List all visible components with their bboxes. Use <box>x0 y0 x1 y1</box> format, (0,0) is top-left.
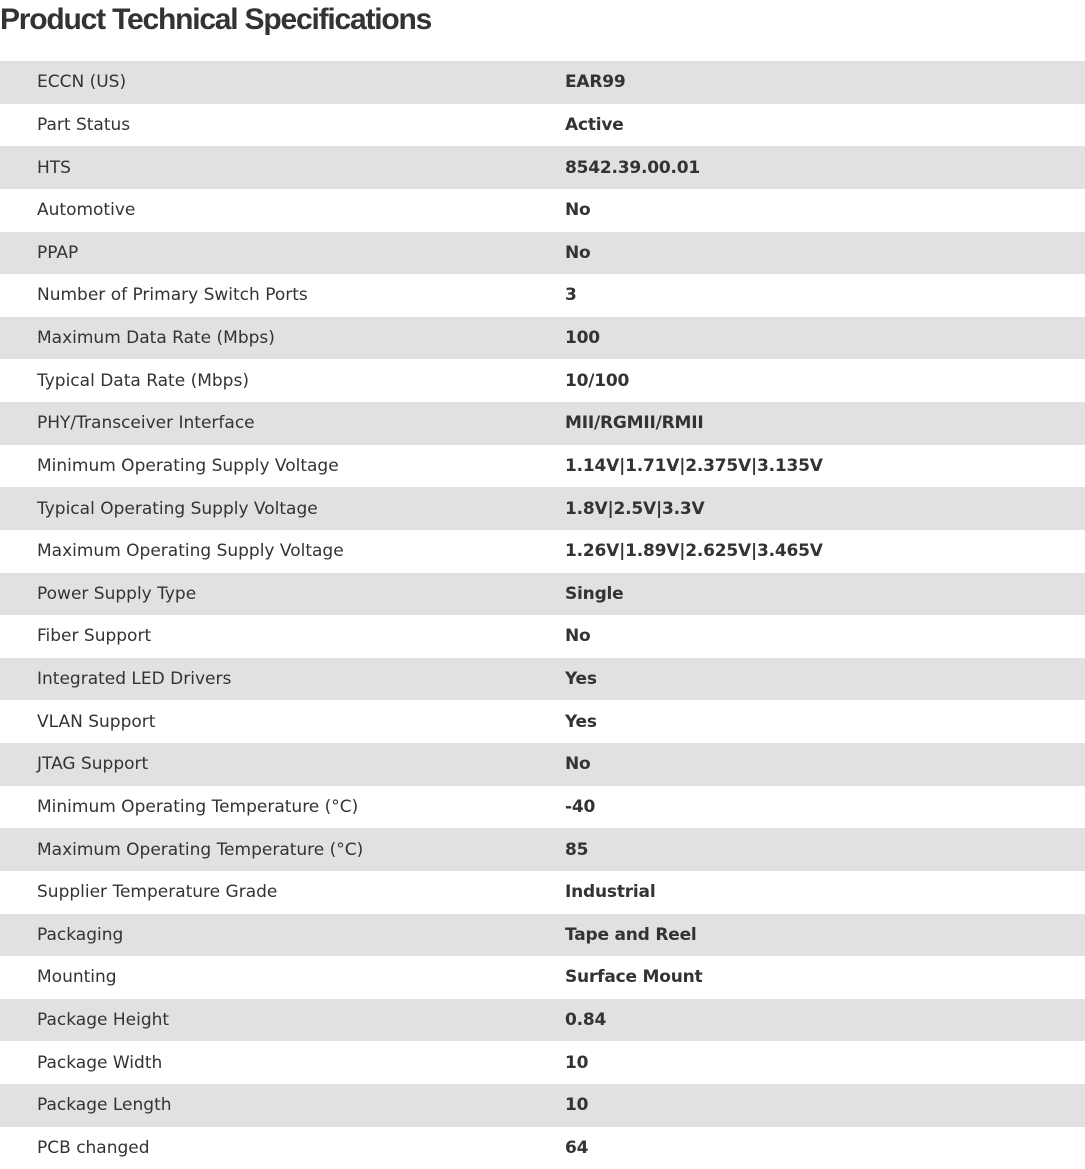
spec-label: ECCN (US) <box>37 72 127 93</box>
spec-label: PHY/Transceiver Interface <box>37 413 255 434</box>
spec-row <box>0 1041 1085 1084</box>
spec-label: Maximum Data Rate (Mbps) <box>37 328 275 349</box>
spec-row <box>0 402 1085 445</box>
spec-value: MII/RGMII/RMII <box>565 413 704 434</box>
spec-table-body <box>0 61 1085 1169</box>
spec-value: 10/100 <box>565 370 630 391</box>
spec-row <box>0 615 1085 658</box>
spec-value: 0.84 <box>565 1010 607 1031</box>
spec-row <box>0 274 1085 317</box>
spec-label: Power Supply Type <box>37 583 197 604</box>
spec-label: Package Height <box>37 1010 170 1031</box>
spec-row <box>0 1084 1085 1127</box>
spec-label: Maximum Operating Temperature (°C) <box>37 839 364 860</box>
spec-label: Package Length <box>37 1095 172 1116</box>
spec-row <box>0 573 1085 616</box>
spec-label: Packaging <box>37 924 124 945</box>
spec-value: Yes <box>565 711 597 732</box>
spec-label: Fiber Support <box>37 626 152 647</box>
spec-row <box>0 658 1085 701</box>
spec-row <box>0 828 1085 871</box>
spec-row <box>0 359 1085 402</box>
spec-label: Minimum Operating Supply Voltage <box>37 455 339 476</box>
spec-row <box>0 914 1085 957</box>
spec-row <box>0 487 1085 530</box>
spec-value: No <box>565 626 591 647</box>
spec-value: -40 <box>565 796 596 817</box>
spec-value: 1.14V|1.71V|2.375V|3.135V <box>565 455 823 476</box>
spec-value: 10 <box>565 1095 589 1116</box>
spec-label: Automotive <box>37 200 136 221</box>
spec-value: Single <box>565 583 624 604</box>
spec-label: VLAN Support <box>37 711 156 732</box>
spec-row <box>0 999 1085 1042</box>
spec-value: Active <box>565 114 624 135</box>
spec-value: No <box>565 242 591 263</box>
spec-label: Typical Data Rate (Mbps) <box>37 370 249 391</box>
spec-value: No <box>565 754 591 775</box>
spec-label: Supplier Temperature Grade <box>37 882 278 903</box>
spec-label: PPAP <box>37 242 79 263</box>
spec-label: Part Status <box>37 114 131 135</box>
spec-value: 10 <box>565 1052 589 1073</box>
spec-label: Number of Primary Switch Ports <box>37 285 308 306</box>
spec-row <box>0 530 1085 573</box>
spec-value: No <box>565 200 591 221</box>
spec-row <box>0 445 1085 488</box>
spec-row <box>0 871 1085 914</box>
spec-label: Integrated LED Drivers <box>37 669 232 690</box>
spec-value: 100 <box>565 328 600 349</box>
spec-value: 3 <box>565 285 577 306</box>
spec-row <box>0 189 1085 232</box>
spec-value: Tape and Reel <box>565 924 697 945</box>
spec-label: HTS <box>37 157 71 178</box>
spec-value: 1.8V|2.5V|3.3V <box>565 498 705 519</box>
spec-value: 85 <box>565 839 589 860</box>
spec-row <box>0 104 1085 147</box>
spec-row <box>0 956 1085 999</box>
spec-label: Mounting <box>37 967 117 988</box>
spec-label: Package Width <box>37 1052 163 1073</box>
spec-value: EAR99 <box>565 72 626 93</box>
spec-row <box>0 317 1085 360</box>
page-title: Product Technical Specifications <box>0 3 432 36</box>
spec-value: Yes <box>565 669 597 690</box>
spec-label: PCB changed <box>37 1137 150 1158</box>
spec-value: Surface Mount <box>565 967 703 988</box>
spec-row <box>0 743 1085 786</box>
spec-value: Industrial <box>565 882 656 903</box>
spec-label: Minimum Operating Temperature (°C) <box>37 796 359 817</box>
spec-label: JTAG Support <box>37 754 149 775</box>
spec-row <box>0 700 1085 743</box>
spec-value: 8542.39.00.01 <box>565 157 701 178</box>
spec-row <box>0 146 1085 189</box>
spec-row <box>0 61 1085 104</box>
spec-label: Typical Operating Supply Voltage <box>37 498 318 519</box>
spec-value: 1.26V|1.89V|2.625V|3.465V <box>565 541 823 562</box>
spec-label: Maximum Operating Supply Voltage <box>37 541 344 562</box>
spec-row <box>0 786 1085 829</box>
spec-value: 64 <box>565 1137 589 1158</box>
spec-row <box>0 232 1085 275</box>
spec-table <box>0 61 1085 1169</box>
